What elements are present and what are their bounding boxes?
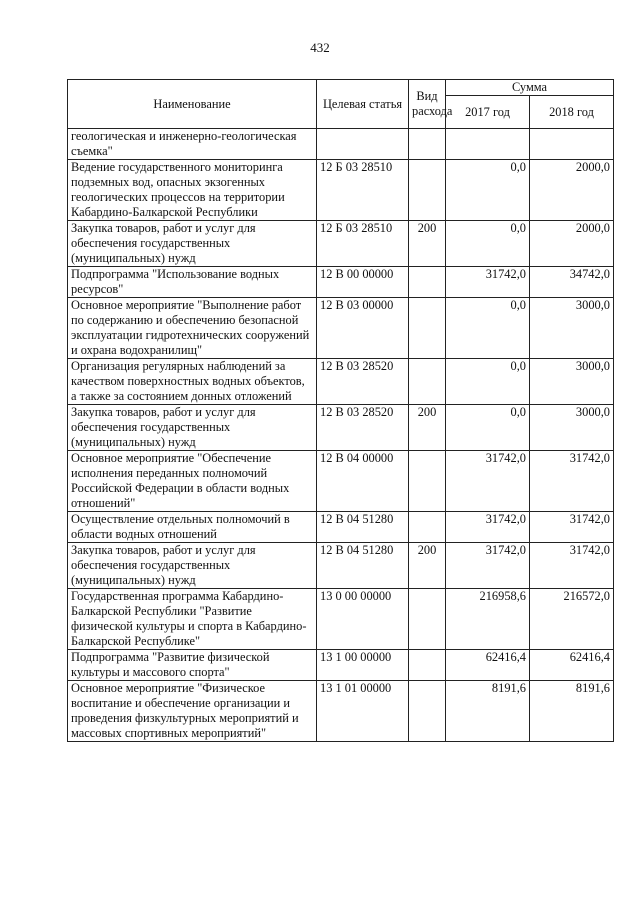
row-name: Осуществление отдельных полномочий в области водных отношений xyxy=(68,512,317,543)
row-target-article: 13 0 00 00000 xyxy=(317,589,409,650)
row-expense-type: 200 xyxy=(409,543,446,589)
row-amount-2018: 8191,6 xyxy=(530,681,614,742)
row-target-article: 12 В 04 00000 xyxy=(317,451,409,512)
row-target-article: 13 1 00 00000 xyxy=(317,650,409,681)
row-amount-2017: 31742,0 xyxy=(446,267,530,298)
row-expense-type xyxy=(409,129,446,160)
row-amount-2017: 0,0 xyxy=(446,160,530,221)
row-amount-2018: 2000,0 xyxy=(530,221,614,267)
row-name: Основное мероприятие "Физическое воспитание и обеспечение организации и проведения физкультурных мероприятий и массовых спортивных мероприятий" xyxy=(68,681,317,742)
row-amount-2018: 31742,0 xyxy=(530,543,614,589)
row-expense-type xyxy=(409,589,446,650)
row-amount-2017: 62416,4 xyxy=(446,650,530,681)
table-body xyxy=(68,129,614,742)
row-target-article: 12 В 04 51280 xyxy=(317,512,409,543)
row-amount-2018: 62416,4 xyxy=(530,650,614,681)
row-expense-type xyxy=(409,298,446,359)
table-row xyxy=(68,650,614,681)
row-amount-2017 xyxy=(446,129,530,160)
header-year-2018: 2018 год xyxy=(530,96,614,129)
row-amount-2017: 0,0 xyxy=(446,221,530,267)
row-target-article: 12 Б 03 28510 xyxy=(317,221,409,267)
table-header xyxy=(68,80,614,129)
header-year-2017: 2017 год xyxy=(446,96,530,129)
row-amount-2018: 3000,0 xyxy=(530,405,614,451)
row-name: Организация регулярных наблюдений за качеством поверхностных водных объектов, а также за состоянием донных отложений xyxy=(68,359,317,405)
row-amount-2017: 31742,0 xyxy=(446,512,530,543)
row-name: Основное мероприятие "Выполнение работ по содержанию и обеспечению безопасной эксплуатации гидротехнических сооружений и охрана водохранилищ" xyxy=(68,298,317,359)
row-amount-2018: 31742,0 xyxy=(530,512,614,543)
row-amount-2017: 8191,6 xyxy=(446,681,530,742)
row-name: Подпрограмма "Развитие физической культуры и массового спорта" xyxy=(68,650,317,681)
row-expense-type xyxy=(409,451,446,512)
table-row xyxy=(68,267,614,298)
row-amount-2017: 216958,6 xyxy=(446,589,530,650)
row-amount-2017: 31742,0 xyxy=(446,543,530,589)
row-amount-2018: 216572,0 xyxy=(530,589,614,650)
row-name: Закупка товаров, работ и услуг для обеспечения государственных (муниципальных) нужд xyxy=(68,221,317,267)
table-row xyxy=(68,160,614,221)
row-amount-2017: 0,0 xyxy=(446,405,530,451)
table-row xyxy=(68,512,614,543)
table-row xyxy=(68,298,614,359)
page-number: 432 xyxy=(310,40,330,55)
row-target-article: 12 В 00 00000 xyxy=(317,267,409,298)
row-name: Закупка товаров, работ и услуг для обеспечения государственных (муниципальных) нужд xyxy=(68,543,317,589)
row-expense-type xyxy=(409,359,446,405)
row-name: Закупка товаров, работ и услуг для обеспечения государственных (муниципальных) нужд xyxy=(68,405,317,451)
header-amount: Сумма xyxy=(446,80,614,96)
row-target-article: 12 В 03 00000 xyxy=(317,298,409,359)
row-amount-2017: 0,0 xyxy=(446,359,530,405)
budget-table xyxy=(67,79,614,742)
table-row xyxy=(68,221,614,267)
header-target-article: Целевая статья xyxy=(317,80,409,129)
row-target-article xyxy=(317,129,409,160)
row-target-article: 12 Б 03 28510 xyxy=(317,160,409,221)
row-amount-2018: 34742,0 xyxy=(530,267,614,298)
table-row xyxy=(68,451,614,512)
row-amount-2018: 2000,0 xyxy=(530,160,614,221)
row-expense-type xyxy=(409,512,446,543)
row-target-article: 12 В 03 28520 xyxy=(317,405,409,451)
row-expense-type xyxy=(409,160,446,221)
table-row xyxy=(68,129,614,160)
row-expense-type xyxy=(409,650,446,681)
row-target-article: 12 В 04 51280 xyxy=(317,543,409,589)
header-name: Наименование xyxy=(68,80,317,129)
row-target-article: 12 В 03 28520 xyxy=(317,359,409,405)
row-name: Ведение государственного мониторинга подземных вод, опасных экзогенных геологических процессов на территории Кабардино-Балкарской Республики xyxy=(68,160,317,221)
header-expense-type: Вид расхода xyxy=(409,80,446,129)
row-expense-type xyxy=(409,267,446,298)
row-name: Государственная программа Кабардино-Балкарской Республики "Развитие физической культуры и спорта в Кабардино-Балкарской Республике" xyxy=(68,589,317,650)
row-amount-2018 xyxy=(530,129,614,160)
row-expense-type: 200 xyxy=(409,405,446,451)
table-row xyxy=(68,543,614,589)
row-amount-2017: 0,0 xyxy=(446,298,530,359)
row-name: Подпрограмма "Использование водных ресурсов" xyxy=(68,267,317,298)
row-expense-type: 200 xyxy=(409,221,446,267)
row-amount-2018: 3000,0 xyxy=(530,298,614,359)
row-amount-2018: 3000,0 xyxy=(530,359,614,405)
table-row xyxy=(68,405,614,451)
table-row xyxy=(68,589,614,650)
row-name: Основное мероприятие "Обеспечение исполнения переданных полномочий Российской Федерации в области водных отношений" xyxy=(68,451,317,512)
table-row xyxy=(68,359,614,405)
row-target-article: 13 1 01 00000 xyxy=(317,681,409,742)
row-expense-type xyxy=(409,681,446,742)
row-amount-2018: 31742,0 xyxy=(530,451,614,512)
row-name: геологическая и инженерно-геологическая съемка" xyxy=(68,129,317,160)
row-amount-2017: 31742,0 xyxy=(446,451,530,512)
table-row xyxy=(68,681,614,742)
